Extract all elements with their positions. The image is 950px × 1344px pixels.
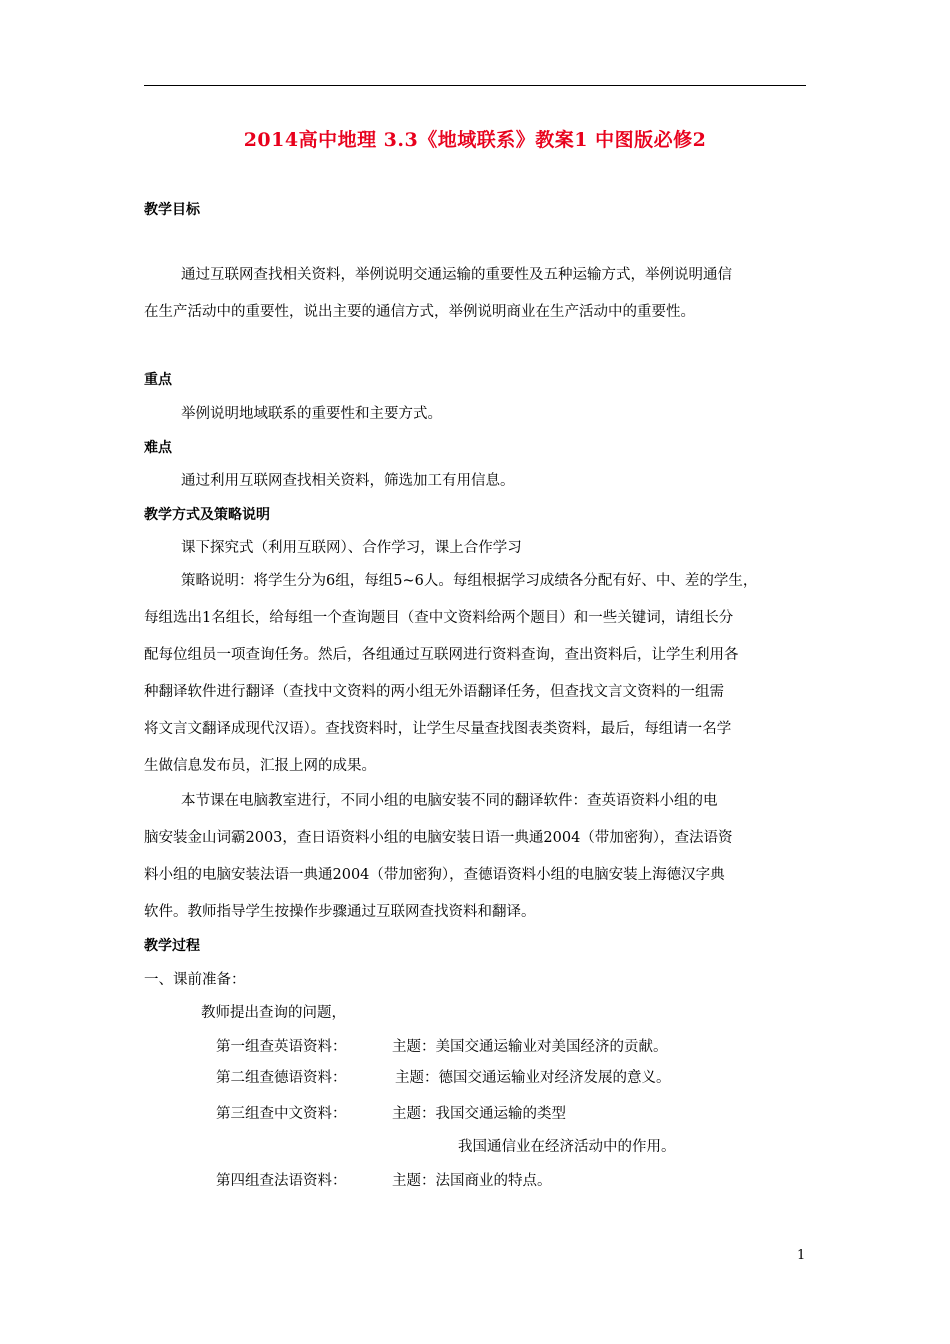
difficulty-heading: 难点	[144, 440, 172, 456]
lab-line-1: 本节课在电脑教室进行，不同小组的电脑安装不同的翻译软件：查英语资料小组的电	[181, 793, 718, 809]
group-3-name: 第三组查中文资料：	[216, 1106, 347, 1122]
group-2-name: 第二组查德语资料：	[216, 1070, 347, 1086]
process-heading: 教学过程	[144, 938, 200, 954]
group-1-topic: 主题：美国交通运输业对美国经济的贡献。	[392, 1039, 668, 1055]
document-title: 2014高中地理 3.3《地域联系》教案1 中图版必修2	[243, 129, 707, 151]
strategy-line-3: 配每位组员一项查询任务。然后，各组通过互联网进行资料查询，查出资料后，让学生利用各	[144, 647, 739, 663]
page-number: 1	[797, 1248, 806, 1263]
header-rule	[144, 85, 806, 86]
objectives-heading: 教学目标	[144, 202, 200, 218]
group-4-name: 第四组查法语资料：	[216, 1173, 347, 1189]
strategy-line-6: 生做信息发布员，汇报上网的成果。	[144, 758, 376, 774]
lab-line-4: 软件。教师指导学生按操作步骤通过互联网查找资料和翻译。	[144, 904, 536, 920]
strategy-line-2: 每组选出1名组长，给每组一个查询题目（查中文资料给两个题目）和一些关键词，请组长分	[144, 610, 734, 626]
lab-line-2: 脑安装金山词霸2003，查日语资料小组的电脑安装日语一典通2004（带加密狗），查法语资	[144, 830, 733, 846]
teacher-line: 教师提出查询的问题，	[201, 1005, 346, 1021]
key-point-text: 举例说明地域联系的重要性和主要方式。	[181, 406, 442, 422]
strategy-line-5: 将文言文翻译成现代汉语）。查找资料时，让学生尽量查找图表类资料，最后，每组请一名学	[144, 721, 732, 737]
group-2-topic: 主题：德国交通运输业对经济发展的意义。	[395, 1070, 671, 1086]
difficulty-text: 通过利用互联网查找相关资料，筛选加工有用信息。	[181, 473, 515, 489]
method-line: 课下探究式（利用互联网）、合作学习，课上合作学习	[181, 540, 522, 556]
method-heading: 教学方式及策略说明	[144, 507, 270, 523]
group-4-topic: 主题：法国商业的特点。	[392, 1173, 552, 1189]
group-3-topic: 主题：我国交通运输的类型	[392, 1106, 566, 1122]
lab-line-3: 料小组的电脑安装法语一典通2004（带加密狗），查德语资料小组的电脑安装上海德汉字典	[144, 867, 725, 883]
process-step-1: 一、课前准备：	[144, 972, 246, 988]
key-point-heading: 重点	[144, 372, 172, 388]
strategy-line-4: 种翻译软件进行翻译（查找中文资料的两小组无外语翻译任务，但查找文言文资料的一组需	[144, 684, 724, 700]
group-3-extra: 我国通信业在经济活动中的作用。	[458, 1139, 676, 1155]
strategy-line-1: 策略说明：将学生分为6组，每组5~6人。每组根据学习成绩各分配有好、中、差的学生，	[181, 573, 758, 589]
objectives-line-1: 通过互联网查找相关资料，举例说明交通运输的重要性及五种运输方式，举例说明通信	[181, 267, 732, 283]
objectives-line-2: 在生产活动中的重要性，说出主要的通信方式，举例说明商业在生产活动中的重要性。	[144, 304, 695, 320]
group-1-name: 第一组查英语资料：	[216, 1039, 347, 1055]
